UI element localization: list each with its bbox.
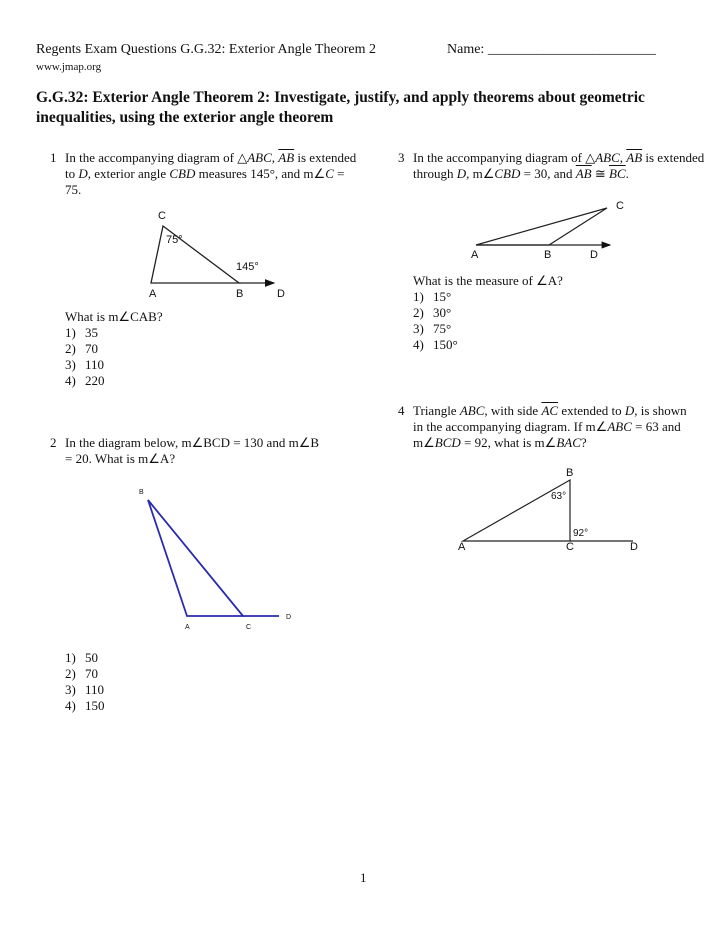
- label-c: C: [566, 541, 574, 553]
- text-fragment: 1): [65, 650, 76, 665]
- text-fragment: C: [325, 166, 334, 181]
- label-a: A: [185, 624, 190, 631]
- question-text: [413, 150, 718, 182]
- text-fragment: Triangle: [413, 403, 460, 418]
- text-fragment: measures 145°, and m∠: [195, 166, 326, 181]
- choice[interactable]: [65, 682, 105, 698]
- text-fragment: 2): [413, 305, 424, 320]
- text-fragment: $\overline{AB}$: [575, 166, 592, 181]
- text-fragment: 4): [65, 373, 76, 388]
- text-fragment: 150: [85, 698, 105, 713]
- q4-triangle-diagram: [463, 480, 633, 541]
- text-fragment: , is shown in the accompanying diagram. If m∠: [413, 403, 687, 434]
- text-fragment: is extended to: [65, 150, 357, 181]
- label-c: C: [246, 624, 252, 631]
- question-2-choices: [65, 650, 105, 714]
- angle-c-label: 75°: [166, 234, 183, 246]
- q3-triangle-diagram: [476, 208, 610, 245]
- choice[interactable]: [65, 698, 105, 714]
- text-fragment: = 75.: [65, 166, 345, 197]
- text-fragment: 2): [65, 341, 76, 356]
- text-fragment: $\overline{AB}$: [626, 150, 643, 165]
- text-fragment: .: [625, 166, 629, 181]
- text-fragment: △: [585, 150, 596, 165]
- text-fragment: ?: [580, 435, 587, 450]
- text-fragment: 30°: [433, 305, 452, 320]
- text-fragment: = 30, and: [520, 166, 576, 181]
- question-prompt: What is the measure of ∠A?: [413, 273, 563, 288]
- question-3-choices: [413, 273, 563, 353]
- text-fragment: , exterior angle: [87, 166, 170, 181]
- text-fragment: $\overline{BC}$: [609, 166, 626, 181]
- text-fragment: 4): [413, 337, 424, 352]
- question-number: 1: [50, 150, 57, 165]
- text-fragment: 70: [85, 666, 98, 681]
- text-fragment: BCD: [434, 435, 461, 450]
- label-a: A: [149, 288, 157, 300]
- question-2: [50, 435, 320, 467]
- text-fragment: $\overline{AC}$: [541, 403, 559, 418]
- text-fragment: 70: [85, 341, 98, 356]
- text-fragment: D: [78, 166, 88, 181]
- choice[interactable]: [413, 305, 563, 321]
- choice[interactable]: [65, 666, 105, 682]
- question-text: [413, 403, 698, 451]
- name-field-label: Name: ________________________: [447, 42, 656, 57]
- label-b: B: [236, 288, 244, 300]
- label-b: B: [566, 467, 574, 479]
- text-fragment: ,: [619, 150, 627, 165]
- text-fragment: = 63 and m∠: [413, 419, 681, 450]
- page-title: G.G.32: Exterior Angle Theorem 2: Investigate, justify, and apply theorems about geometric inequalities, using the exterior angle theorem: [36, 89, 645, 126]
- angle-b-label: 145°: [236, 261, 259, 273]
- text-fragment: 4): [65, 698, 76, 713]
- text-fragment: 3): [65, 682, 76, 697]
- angle-c-label: 92°: [573, 528, 589, 539]
- text-fragment: D: [624, 403, 635, 418]
- question-3: [398, 150, 718, 182]
- text-fragment: 15°: [433, 289, 452, 304]
- page-number: 1: [360, 870, 367, 885]
- text-fragment: BAC: [556, 435, 581, 450]
- text-fragment: is extended through: [413, 150, 705, 181]
- site-url: www.jmap.org: [36, 61, 102, 73]
- label-c: C: [158, 210, 166, 222]
- q2-triangle-diagram: [148, 500, 279, 616]
- text-fragment: CBD: [494, 166, 521, 181]
- text-fragment: extended to: [558, 403, 625, 418]
- question-number: 3: [398, 150, 405, 165]
- label-c: C: [616, 200, 624, 212]
- header-title: Regents Exam Questions G.G.32: Exterior Angle Theorem 2: [36, 42, 376, 57]
- text-fragment: 220: [85, 373, 105, 388]
- question-1-choices: [65, 309, 163, 389]
- text-fragment: ABC: [247, 150, 272, 165]
- choice[interactable]: [413, 321, 563, 337]
- text-fragment: ABC: [595, 150, 620, 165]
- text-fragment: 50: [85, 650, 98, 665]
- text-fragment: ≅: [591, 166, 610, 181]
- text-fragment: 75°: [433, 321, 452, 336]
- choice[interactable]: [413, 289, 563, 305]
- text-fragment: = 92, what is m∠: [460, 435, 557, 450]
- text-fragment: ABC: [607, 419, 632, 434]
- text-fragment: CBD: [169, 166, 196, 181]
- question-number: 2: [50, 435, 57, 450]
- choice[interactable]: [413, 337, 563, 353]
- text-fragment: 1): [413, 289, 424, 304]
- question-number: 4: [398, 403, 405, 418]
- text-fragment: D: [456, 166, 467, 181]
- choice[interactable]: [65, 341, 163, 357]
- label-a: A: [471, 249, 479, 261]
- question-text: In the diagram below, m∠BCD = 130 and m∠B = 20. What is m∠A?: [65, 435, 320, 466]
- text-fragment: 110: [85, 357, 105, 372]
- label-d: D: [277, 288, 285, 300]
- text-fragment: ,: [271, 150, 279, 165]
- choice[interactable]: [65, 373, 163, 389]
- text-fragment: $\overline{AB}$: [278, 150, 295, 165]
- question-prompt: What is m∠CAB?: [65, 309, 163, 324]
- question-4: [398, 403, 698, 451]
- text-fragment: △: [237, 150, 248, 165]
- text-fragment: ABC: [459, 403, 485, 418]
- label-b: B: [139, 489, 144, 496]
- angle-b-label: 63°: [551, 491, 567, 502]
- text-fragment: 3): [65, 357, 76, 372]
- choice[interactable]: [65, 650, 105, 666]
- choice[interactable]: [65, 357, 163, 373]
- text-fragment: 1): [65, 325, 76, 340]
- label-b: B: [544, 249, 552, 261]
- label-d: D: [286, 614, 292, 621]
- text-fragment: 110: [85, 682, 105, 697]
- text-fragment: , with side: [484, 403, 542, 418]
- text-fragment: , m∠: [466, 166, 495, 181]
- text-fragment: 2): [65, 666, 76, 681]
- text-fragment: 35: [85, 325, 98, 340]
- choice[interactable]: [65, 325, 163, 341]
- text-fragment: 150°: [433, 337, 458, 352]
- text-fragment: In the accompanying diagram of: [413, 150, 586, 165]
- label-a: A: [458, 541, 466, 553]
- text-fragment: 3): [413, 321, 424, 336]
- label-d: D: [630, 541, 638, 553]
- text-fragment: In the accompanying diagram of: [65, 150, 238, 165]
- label-d: D: [590, 249, 598, 261]
